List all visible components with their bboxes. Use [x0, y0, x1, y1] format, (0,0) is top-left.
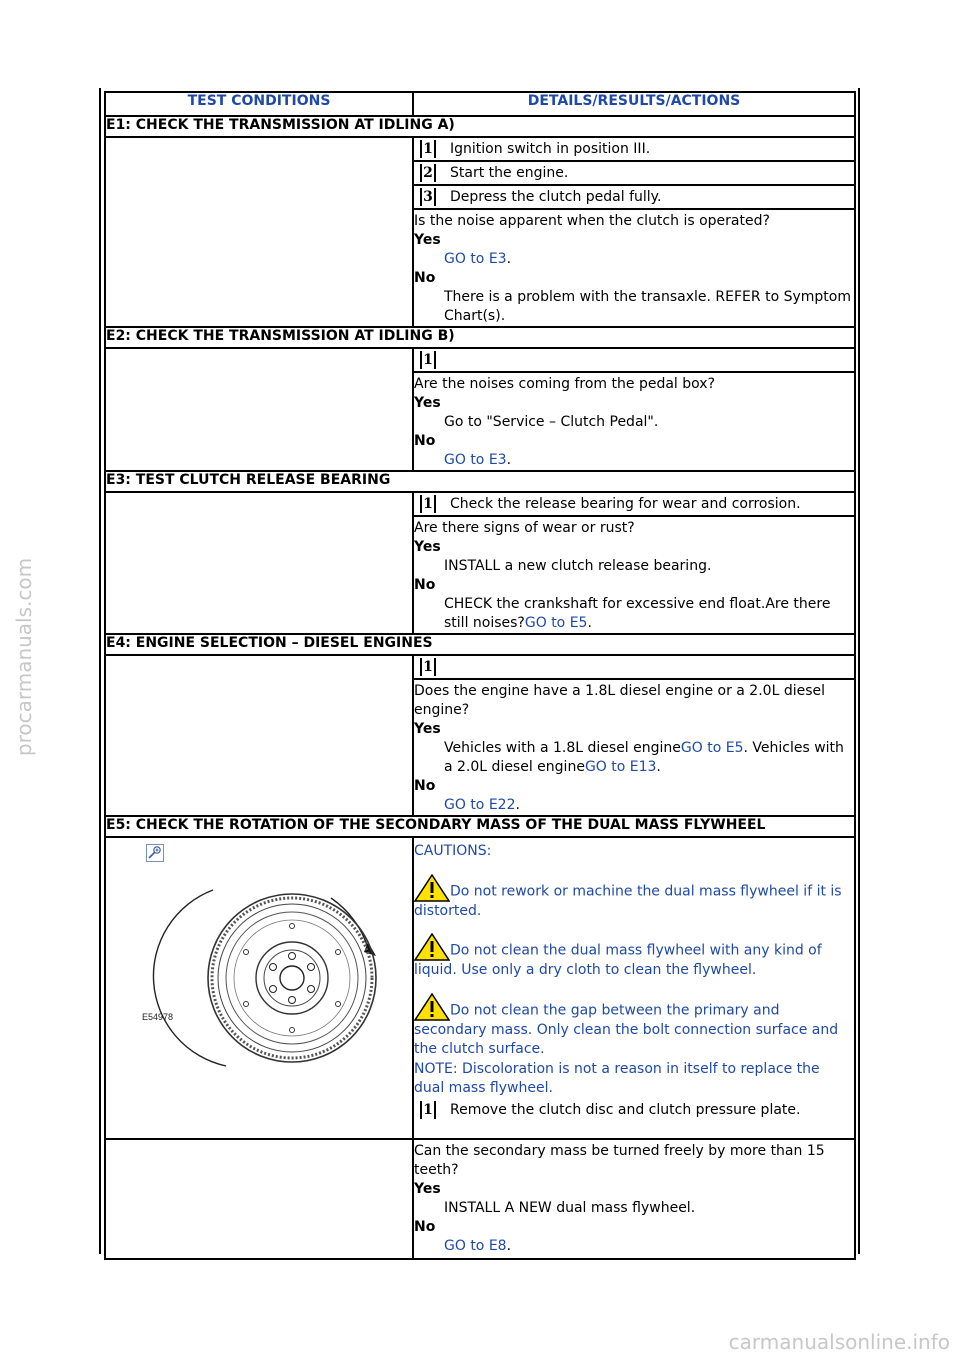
e3-question: Are there signs of wear or rust?	[414, 520, 635, 536]
side-watermark	[4, 540, 44, 780]
e3-no-text: CHECK the crankshaft for excessive end float.Are there still noises?	[444, 596, 831, 631]
step-number: 3	[420, 188, 436, 206]
e3-step-1	[414, 493, 854, 515]
e2-question: Are the noises coming from the pedal box?	[414, 376, 715, 392]
punct: .	[506, 251, 512, 267]
e3-no-link[interactable]: GO to E5	[524, 615, 588, 631]
e5-step-1	[414, 1099, 854, 1121]
caution-item-3	[414, 993, 854, 1060]
e2-no-label: No	[414, 433, 436, 449]
step-text: Ignition switch in position III.	[450, 141, 651, 157]
section-e2	[105, 327, 855, 348]
section-e5	[105, 816, 855, 837]
e2-results	[414, 373, 854, 470]
e2-no-link[interactable]: GO to E3	[444, 452, 507, 468]
e1-no-text: There is a problem with the transaxle. REFER to Symptom Chart(s).	[444, 289, 851, 324]
frame-left-rule	[99, 88, 101, 1254]
e4-results	[414, 680, 854, 815]
e5-no-link[interactable]: GO to E8	[444, 1238, 507, 1254]
step-text: Depress the clutch pedal fully.	[450, 189, 662, 205]
e3-no-label: No	[414, 577, 436, 593]
bottom-watermark: carmanualsonline.info	[728, 1330, 950, 1354]
e3-yes-label: Yes	[414, 539, 441, 555]
e5-conditions-cell	[105, 1139, 413, 1259]
punct: .	[656, 759, 661, 775]
e2-yes-text: Go to "Service – Clutch Pedal".	[444, 414, 659, 430]
e4-yes-link-e5[interactable]: GO to E5	[680, 740, 744, 756]
e4-yes-label: Yes	[414, 721, 441, 737]
e4-no-label: No	[414, 778, 436, 794]
e5-question: Can the secondary mass be turned freely by more than 15 teeth?	[414, 1143, 825, 1178]
caution-text: Do not clean the dual mass flywheel with any kind of liquid. Use only a dry cloth to clean the flywheel.	[414, 942, 822, 978]
flywheel-illustration	[106, 838, 414, 1138]
side-watermark-text: procarmanuals.com	[12, 557, 36, 757]
step-text: Check the release bearing for wear and corrosion.	[450, 496, 801, 512]
e3-yes-text: INSTALL a new clutch release bearing.	[444, 558, 712, 574]
step-number: 1	[420, 1101, 436, 1119]
section-e3-title: E3: TEST CLUTCH RELEASE BEARING	[105, 471, 855, 492]
header-details: DETAILS/RESULTS/ACTIONS	[413, 92, 855, 116]
e5-no-label: No	[414, 1219, 436, 1235]
step-number: 1	[420, 351, 436, 369]
step-number: 1	[420, 140, 436, 158]
warning-triangle-icon	[414, 993, 450, 1021]
e5-results	[414, 1140, 854, 1258]
e5-image-cell	[105, 837, 413, 1139]
table-header-row	[105, 92, 855, 116]
e2-conditions-cell	[105, 348, 413, 471]
section-e5-title: E5: CHECK THE ROTATION OF THE SECONDARY MASS OF THE DUAL MASS FLYWHEEL	[105, 816, 855, 837]
e4-conditions-cell	[105, 655, 413, 816]
diagnostic-document	[104, 91, 854, 1260]
e2-step-1	[414, 349, 854, 371]
section-e2-title: E2: CHECK THE TRANSMISSION AT IDLING B)	[105, 327, 855, 348]
e1-step-2	[414, 162, 854, 184]
frame-right-rule	[858, 88, 860, 1254]
step-number: 2	[420, 164, 436, 182]
e1-no-label: No	[414, 270, 436, 286]
step-text: Remove the clutch disc and clutch pressure plate.	[450, 1101, 801, 1118]
section-e1	[105, 116, 855, 137]
section-e1-title: E1: CHECK THE TRANSMISSION AT IDLING A)	[105, 116, 855, 137]
e5-yes-text: INSTALL A NEW dual mass flywheel.	[444, 1200, 696, 1216]
e3-conditions-cell	[105, 492, 413, 634]
e4-no-link[interactable]: GO to E22	[444, 797, 516, 813]
e1-question: Is the noise apparent when the clutch is operated?	[414, 213, 770, 229]
warning-triangle-icon	[414, 874, 450, 902]
section-e3	[105, 471, 855, 492]
zoom-icon[interactable]	[146, 844, 164, 862]
section-e4-title: E4: ENGINE SELECTION – DIESEL ENGINES	[105, 634, 855, 655]
e1-conditions-cell	[105, 137, 413, 327]
e1-yes-link[interactable]: GO to E3	[444, 251, 507, 267]
caution-text: Do not clean the gap between the primary and secondary mass. Only clean the bolt connection surface and the clutch surface.	[414, 1002, 839, 1057]
e1-results	[414, 210, 854, 326]
punct: .	[587, 615, 592, 631]
punct: .	[506, 1238, 512, 1254]
e1-steps-row	[105, 137, 855, 161]
section-e4	[105, 634, 855, 655]
punct: .	[515, 797, 520, 813]
e1-step-3	[414, 186, 854, 208]
e1-yes-label: Yes	[414, 232, 441, 248]
e4-yes-text-a: Vehicles with a 1.8L diesel engine	[444, 740, 681, 756]
punct: .	[506, 452, 512, 468]
e1-step-1	[414, 138, 854, 160]
e5-note: NOTE: Discoloration is not a reason in itself to replace the dual mass flywheel.	[414, 1060, 820, 1096]
step-number: 1	[420, 495, 436, 513]
caution-item-1	[414, 874, 854, 922]
caution-text: Do not rework or machine the dual mass flywheel if it is distorted.	[414, 883, 842, 919]
e4-yes-link-e13[interactable]: GO to E13	[584, 759, 657, 775]
e5-yes-label: Yes	[414, 1181, 441, 1197]
e4-yes-text-b: . Vehicles with a 2.0L diesel engine	[444, 740, 844, 775]
header-test-conditions: TEST CONDITIONS	[105, 92, 413, 116]
cautions-title: CAUTIONS:	[414, 843, 492, 859]
step-text: Start the engine.	[450, 165, 569, 181]
e5-cautions	[414, 838, 854, 1099]
warning-triangle-icon	[414, 933, 450, 961]
e3-results	[414, 517, 854, 633]
e4-question: Does the engine have a 1.8L diesel engine or a 2.0L diesel engine?	[414, 683, 826, 718]
e4-step-1	[414, 656, 854, 678]
caution-item-2	[414, 933, 854, 981]
e2-yes-label: Yes	[414, 395, 441, 411]
image-code-label: E54978	[142, 1012, 174, 1022]
test-table	[104, 91, 856, 1260]
step-number: 1	[420, 658, 436, 676]
